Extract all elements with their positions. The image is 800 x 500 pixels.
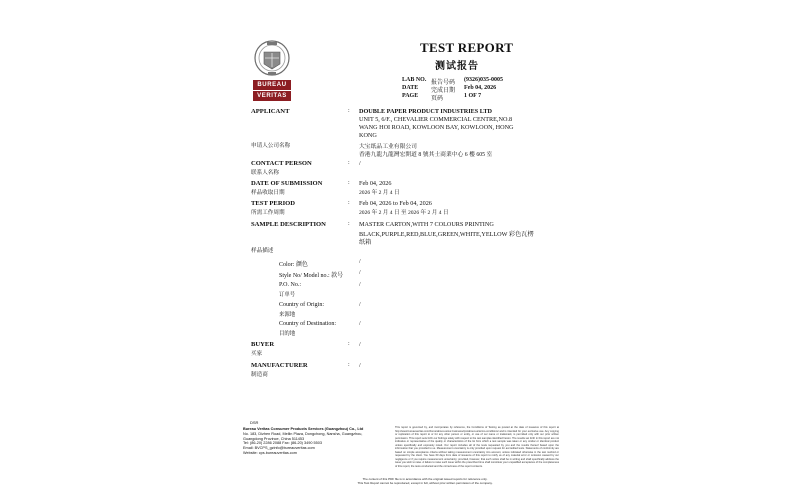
colon: : xyxy=(348,221,350,227)
po-value: / xyxy=(359,282,361,288)
report-page xyxy=(237,28,567,490)
period-label: TEST PERIOD xyxy=(251,200,296,207)
sample-line1: MASTER CARTON,WITH 7 COLOURS PRINTING xyxy=(359,221,494,228)
colon: : xyxy=(348,200,350,206)
footer-dsr: DSR xyxy=(250,420,259,425)
footer-website: Website: cps.bureauveritas.com xyxy=(243,450,297,455)
submission-value-cn: 2026 年 2 月 4 日 xyxy=(359,190,400,196)
footer-email: Email: BVCPS_gzinfo@bureauveritas.com xyxy=(243,446,315,451)
lab-no-label: LAB NO. xyxy=(402,77,427,83)
date-label: DATE xyxy=(402,85,419,91)
color-label: Color: 颜色 xyxy=(279,262,308,268)
logo-seal-icon xyxy=(253,36,291,80)
sample-line2: BLACK,PURPLE,RED,BLUE,GREEN,WHITE,YELLOW 彩色瓦楞 xyxy=(359,231,534,238)
destination-cn: 目的地 xyxy=(279,331,296,337)
origin-value: / xyxy=(359,302,361,308)
footer-company: Bureau Veritas Consumer Products Services (Guangzhou) Co., Ltd xyxy=(243,427,364,431)
report-title-cn: 测试报告 xyxy=(435,61,479,72)
report-title: TEST REPORT xyxy=(420,40,514,55)
po-label: P.O. No.: xyxy=(279,282,302,288)
colon: : xyxy=(348,362,350,368)
logo-text-veritas: VERITAS xyxy=(253,91,291,101)
footer-bottom-line1: The content of this PDF file is in accordance with the original issued reports for reference only. xyxy=(362,477,488,481)
colon: : xyxy=(348,341,350,347)
footer-phone: Tel: (86-20) 2286 2088 Fax: (86-20) 3490 5503 xyxy=(243,441,322,446)
applicant-address-line2: WANG HOI ROAD, KOWLOON BAY, KOWLOON, HONG xyxy=(359,124,514,131)
applicant-cn-name: 大宝纸品工业有限公司 xyxy=(359,144,417,150)
page-cn: 页码 xyxy=(431,96,444,102)
colon: : xyxy=(348,108,350,114)
period-value: Feb 04, 2026 to Feb 04, 2026 xyxy=(359,200,432,207)
color-value: / xyxy=(359,259,361,265)
lab-no-cn: 报告号码 xyxy=(431,80,456,86)
origin-label: Country of Origin: xyxy=(279,302,324,308)
period-value-cn: 2026 年 2 月 4 日 至 2026 年 2 月 4 日 xyxy=(359,210,449,216)
contact-value: / xyxy=(359,160,361,167)
buyer-cn: 买家 xyxy=(251,351,263,357)
period-cn: 所需工作周期 xyxy=(251,210,285,216)
manufacturer-value: / xyxy=(359,362,361,369)
lab-no-value: (9326)035-0005 xyxy=(464,77,503,83)
footer-company-block xyxy=(243,427,383,456)
applicant-name: DOUBLE PAPER PRODUCT INDUSTRIES LTD xyxy=(359,108,492,115)
contact-label: CONTACT PERSON xyxy=(251,160,312,167)
footer-bottom-line2: This Test Report cannot be reproduced, except in full, without prior written permission of the company. xyxy=(357,481,493,485)
applicant-cn-address: 香港九龍九龍灣宏開道 8 號其士商業中心 6 樓 605 室 xyxy=(359,152,493,158)
po-cn: 订单号 xyxy=(279,292,296,298)
colon: : xyxy=(348,160,350,166)
colon: : xyxy=(348,180,350,186)
footer-bottom-note xyxy=(345,477,505,485)
submission-cn: 样品收取日期 xyxy=(251,190,285,196)
buyer-value: / xyxy=(359,341,361,348)
style-label: Style No/ Model no.: 款号 xyxy=(279,273,344,279)
date-value: Feb 04, 2026 xyxy=(464,85,497,91)
sample-label: SAMPLE DESCRIPTION xyxy=(251,221,326,228)
page-value: 1 OF 7 xyxy=(464,93,482,99)
applicant-address-line1: UNIT 5, 6/F., CHEVALIER COMMERCIAL CENTRE,NO.8 xyxy=(359,116,513,123)
buyer-label: BUYER xyxy=(251,341,275,348)
manufacturer-cn: 制造商 xyxy=(251,372,268,378)
origin-cn: 来源地 xyxy=(279,312,296,318)
footer-terms: This report is governed by, and incorporates by reference, the Conditions of Testing as posted at the date of issuance of this report at http://www.bureauveritas.com/home/about-us/our-business/cps/about-us/terms-conditions/ and is intended for your exclusive use. Any copying or replication of this report to or for any other person or entity, or use of our name or trademark, is permitted only with our prior written permission. This report sets forth our findings solely with respect to the test samples identified herein. The results set forth in this report are not indicative or representative of the quality or characteristics of the lot from which a test sample was taken or any similar or identical product unless specifically and expressly noted. Our report includes all of the tests requested by you and the results thereof based upon the information that you provided to us. Measurement uncertainty is only provided upon request for accredited tests. Statements of conformity are based on simple acceptance criteria without taking measurement uncertainty into account, unless indicated otherwise in the test method or requested by the client. You have 60 days from date of issuance of this report to notify us of any material error or omission caused by our negligence or if you require measurement uncertainty; provided, however, that such notice shall be in writing and shall specifically address the issue you wish to raise. A failure to raise such issue within the prescribed time shall constitute your unqualified acceptance of the completeness of this report, the tests conducted and the correctness of the report contents. xyxy=(395,426,559,468)
page-label: PAGE xyxy=(402,93,419,99)
style-value: / xyxy=(359,270,361,276)
destination-value: / xyxy=(359,321,361,327)
bureau-veritas-logo xyxy=(253,36,291,102)
manufacturer-label: MANUFACTURER xyxy=(251,362,308,369)
sample-line3: 纸箱 xyxy=(359,239,372,246)
sample-cn: 样品描述 xyxy=(251,248,274,254)
destination-label: Country of Destination: xyxy=(279,321,336,327)
applicant-cn-label: 申请人公司名称 xyxy=(251,143,291,149)
submission-label: DATE OF SUBMISSION xyxy=(251,180,323,187)
logo-text-bureau: BUREAU xyxy=(253,80,291,90)
date-cn: 完成日期 xyxy=(431,88,456,94)
submission-value: Feb 04, 2026 xyxy=(359,180,392,187)
applicant-address-line3: KONG xyxy=(359,132,377,139)
applicant-label: APPLICANT xyxy=(251,108,290,115)
footer-address: No. 183, Dizhen Road, Mellin Plaza, Dongchong, Nansha, Guangzhou, Guangdong Province, China 511453 xyxy=(243,431,363,441)
contact-cn: 联系人名称 xyxy=(251,170,279,176)
